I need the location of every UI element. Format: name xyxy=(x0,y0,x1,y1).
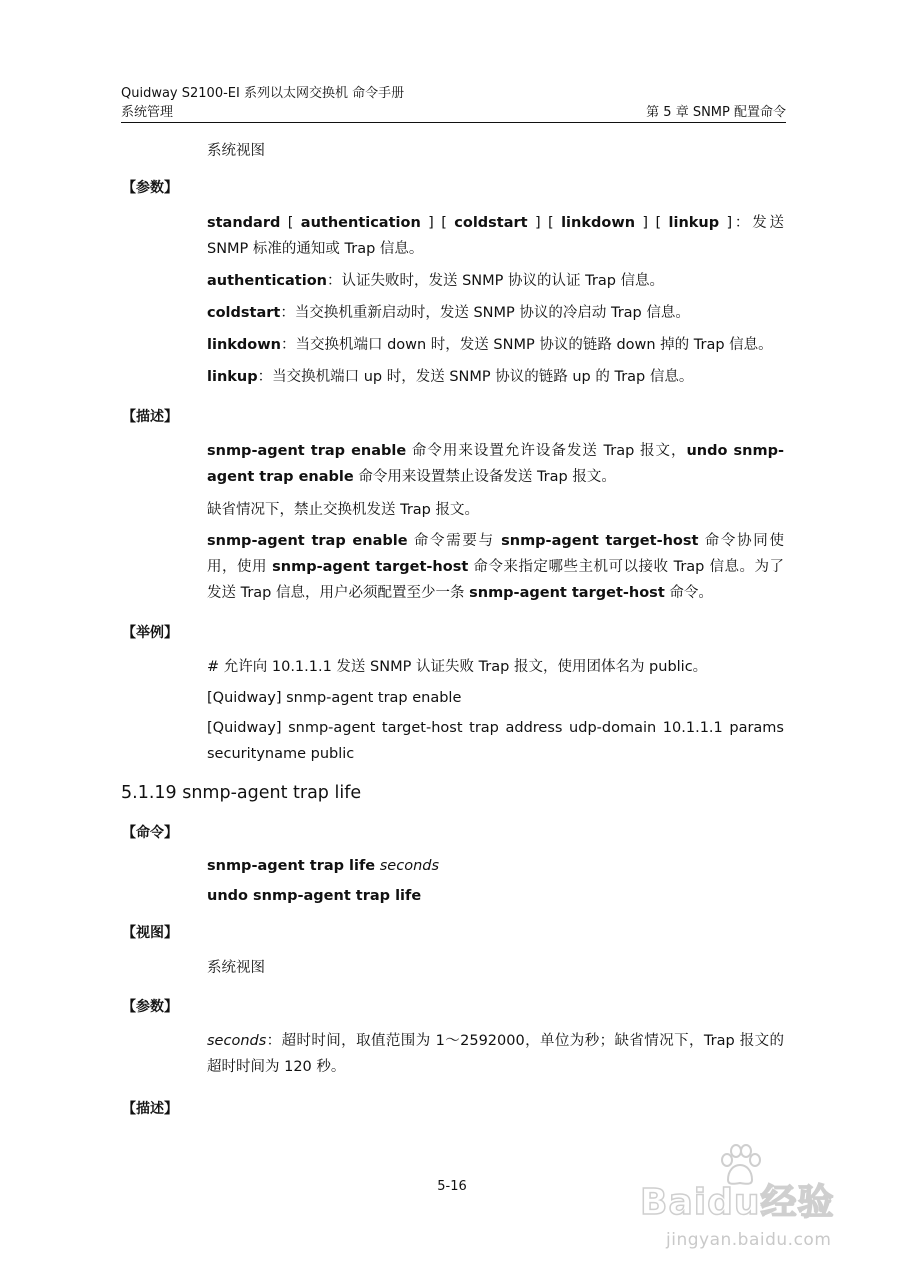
desc-text: 命令用来设置允许设备发送 Trap 报文， xyxy=(406,443,687,459)
param-linkdown xyxy=(207,332,773,358)
param-authentication xyxy=(207,268,784,294)
example-heading: 【举例】 xyxy=(122,625,178,641)
param-term: authentication xyxy=(207,273,327,289)
param-standard-bracket: ] [ xyxy=(635,215,669,231)
view-heading: 【视图】 xyxy=(122,925,178,941)
param-standard-bracket: [ xyxy=(280,215,301,231)
param-standard-keyword: standard xyxy=(207,215,281,231)
param-standard-down: linkdown xyxy=(561,215,636,231)
cmd-keyword: snmp-agent target-host xyxy=(501,533,699,549)
header-title: Quidway S2100-EI 系列以太网交换机 命令手册 xyxy=(121,86,405,101)
desc-text: 命令来指定哪些主机可以接收 Trap 信息。为了发送 Trap 信息，用户必须配置至少一条 xyxy=(207,559,785,601)
cmd-keyword: undo snmp-agent trap enable xyxy=(207,443,784,485)
desc-text: 命令。 xyxy=(664,585,713,601)
param-standard-bracket: ] [ xyxy=(527,215,562,231)
description-heading: 【描述】 xyxy=(122,409,178,425)
description-para-2: 缺省情况下，禁止交换机发送 Trap 报文。 xyxy=(207,502,479,518)
param-desc: ：当交换机端口 up 时，发送 SNMP 协议的链路 up 的 Trap 信息。 xyxy=(257,369,694,385)
param-standard-up: linkup xyxy=(668,215,720,231)
param-term: linkup xyxy=(207,369,258,385)
param-seconds xyxy=(207,1028,784,1080)
example-line-1: [Quidway] snmp-agent trap enable xyxy=(207,690,462,706)
param-coldstart xyxy=(207,300,784,326)
view-text-2: 系统视图 xyxy=(207,960,265,976)
param-desc: ：当交换机端口 down 时，发送 SNMP 协议的链路 down 掉的 Trap 信息。 xyxy=(280,337,773,353)
header-section: 系统管理 xyxy=(121,105,174,120)
command-heading: 【命令】 xyxy=(122,825,178,841)
param-term: linkdown xyxy=(207,337,281,353)
example-line-2: [Quidway] snmp-agent target-host trap address udp-domain 10.1.1.1 params securityname public xyxy=(207,720,784,762)
desc-text: 命令用来设置禁止设备发送 Trap 报文。 xyxy=(353,469,616,485)
example-comment: # 允许向 10.1.1.1 发送 SNMP 认证失败 Trap 报文，使用团体名为 public。 xyxy=(207,659,708,675)
command-line-1 xyxy=(207,853,784,879)
description-heading-2: 【描述】 xyxy=(122,1101,178,1117)
param-term: seconds xyxy=(207,1033,267,1049)
cmd-keyword: snmp-agent trap life xyxy=(207,858,376,874)
header-divider xyxy=(121,122,786,123)
cmd-keyword: snmp-agent target-host xyxy=(272,559,469,575)
header-chapter: 第 5 章 SNMP 配置命令 xyxy=(646,105,786,120)
cmd-keyword: snmp-agent trap enable xyxy=(207,443,407,459)
description-para-3 xyxy=(207,528,784,606)
param-term: coldstart xyxy=(207,305,281,321)
params-heading: 【参数】 xyxy=(122,180,178,196)
watermark-url: jingyan.baidu.com xyxy=(666,1230,832,1250)
param-standard xyxy=(207,210,784,262)
cmd-keyword: snmp-agent trap enable xyxy=(207,533,408,549)
param-standard-bracket: ] [ xyxy=(420,215,455,231)
description-para-1 xyxy=(207,438,784,490)
view-text: 系统视图 xyxy=(207,143,265,159)
section-heading: 5.1.19 snmp-agent trap life xyxy=(121,783,362,803)
param-linkup xyxy=(207,364,784,390)
param-standard-cold: coldstart xyxy=(454,215,528,231)
param-desc: ：超时时间，取值范围为 1～2592000，单位为秒；缺省情况下，Trap 报文的超时时间为 120 秒。 xyxy=(207,1033,784,1075)
params-heading-2: 【参数】 xyxy=(122,999,178,1015)
param-standard-auth: authentication xyxy=(300,215,421,231)
command-line-2: undo snmp-agent trap life xyxy=(207,888,422,904)
watermark-brand: Baidu经验 xyxy=(640,1182,835,1223)
desc-text: 命令协同使用，使用 xyxy=(207,533,784,575)
cmd-argument: seconds xyxy=(379,858,440,874)
desc-text: 命令需要与 xyxy=(407,533,502,549)
param-desc: ：当交换机重新启动时，发送 SNMP 协议的冷启动 Trap 信息。 xyxy=(280,305,690,321)
param-standard-desc: ]：发送 SNMP 标准的通知或 Trap 信息。 xyxy=(207,215,784,257)
param-desc: ：认证失败时，发送 SNMP 协议的认证 Trap 信息。 xyxy=(327,273,665,289)
page-number: 5-16 xyxy=(437,1179,467,1194)
cmd-keyword: snmp-agent target-host xyxy=(469,585,665,601)
header-row xyxy=(121,105,786,121)
watermark xyxy=(636,1140,876,1260)
